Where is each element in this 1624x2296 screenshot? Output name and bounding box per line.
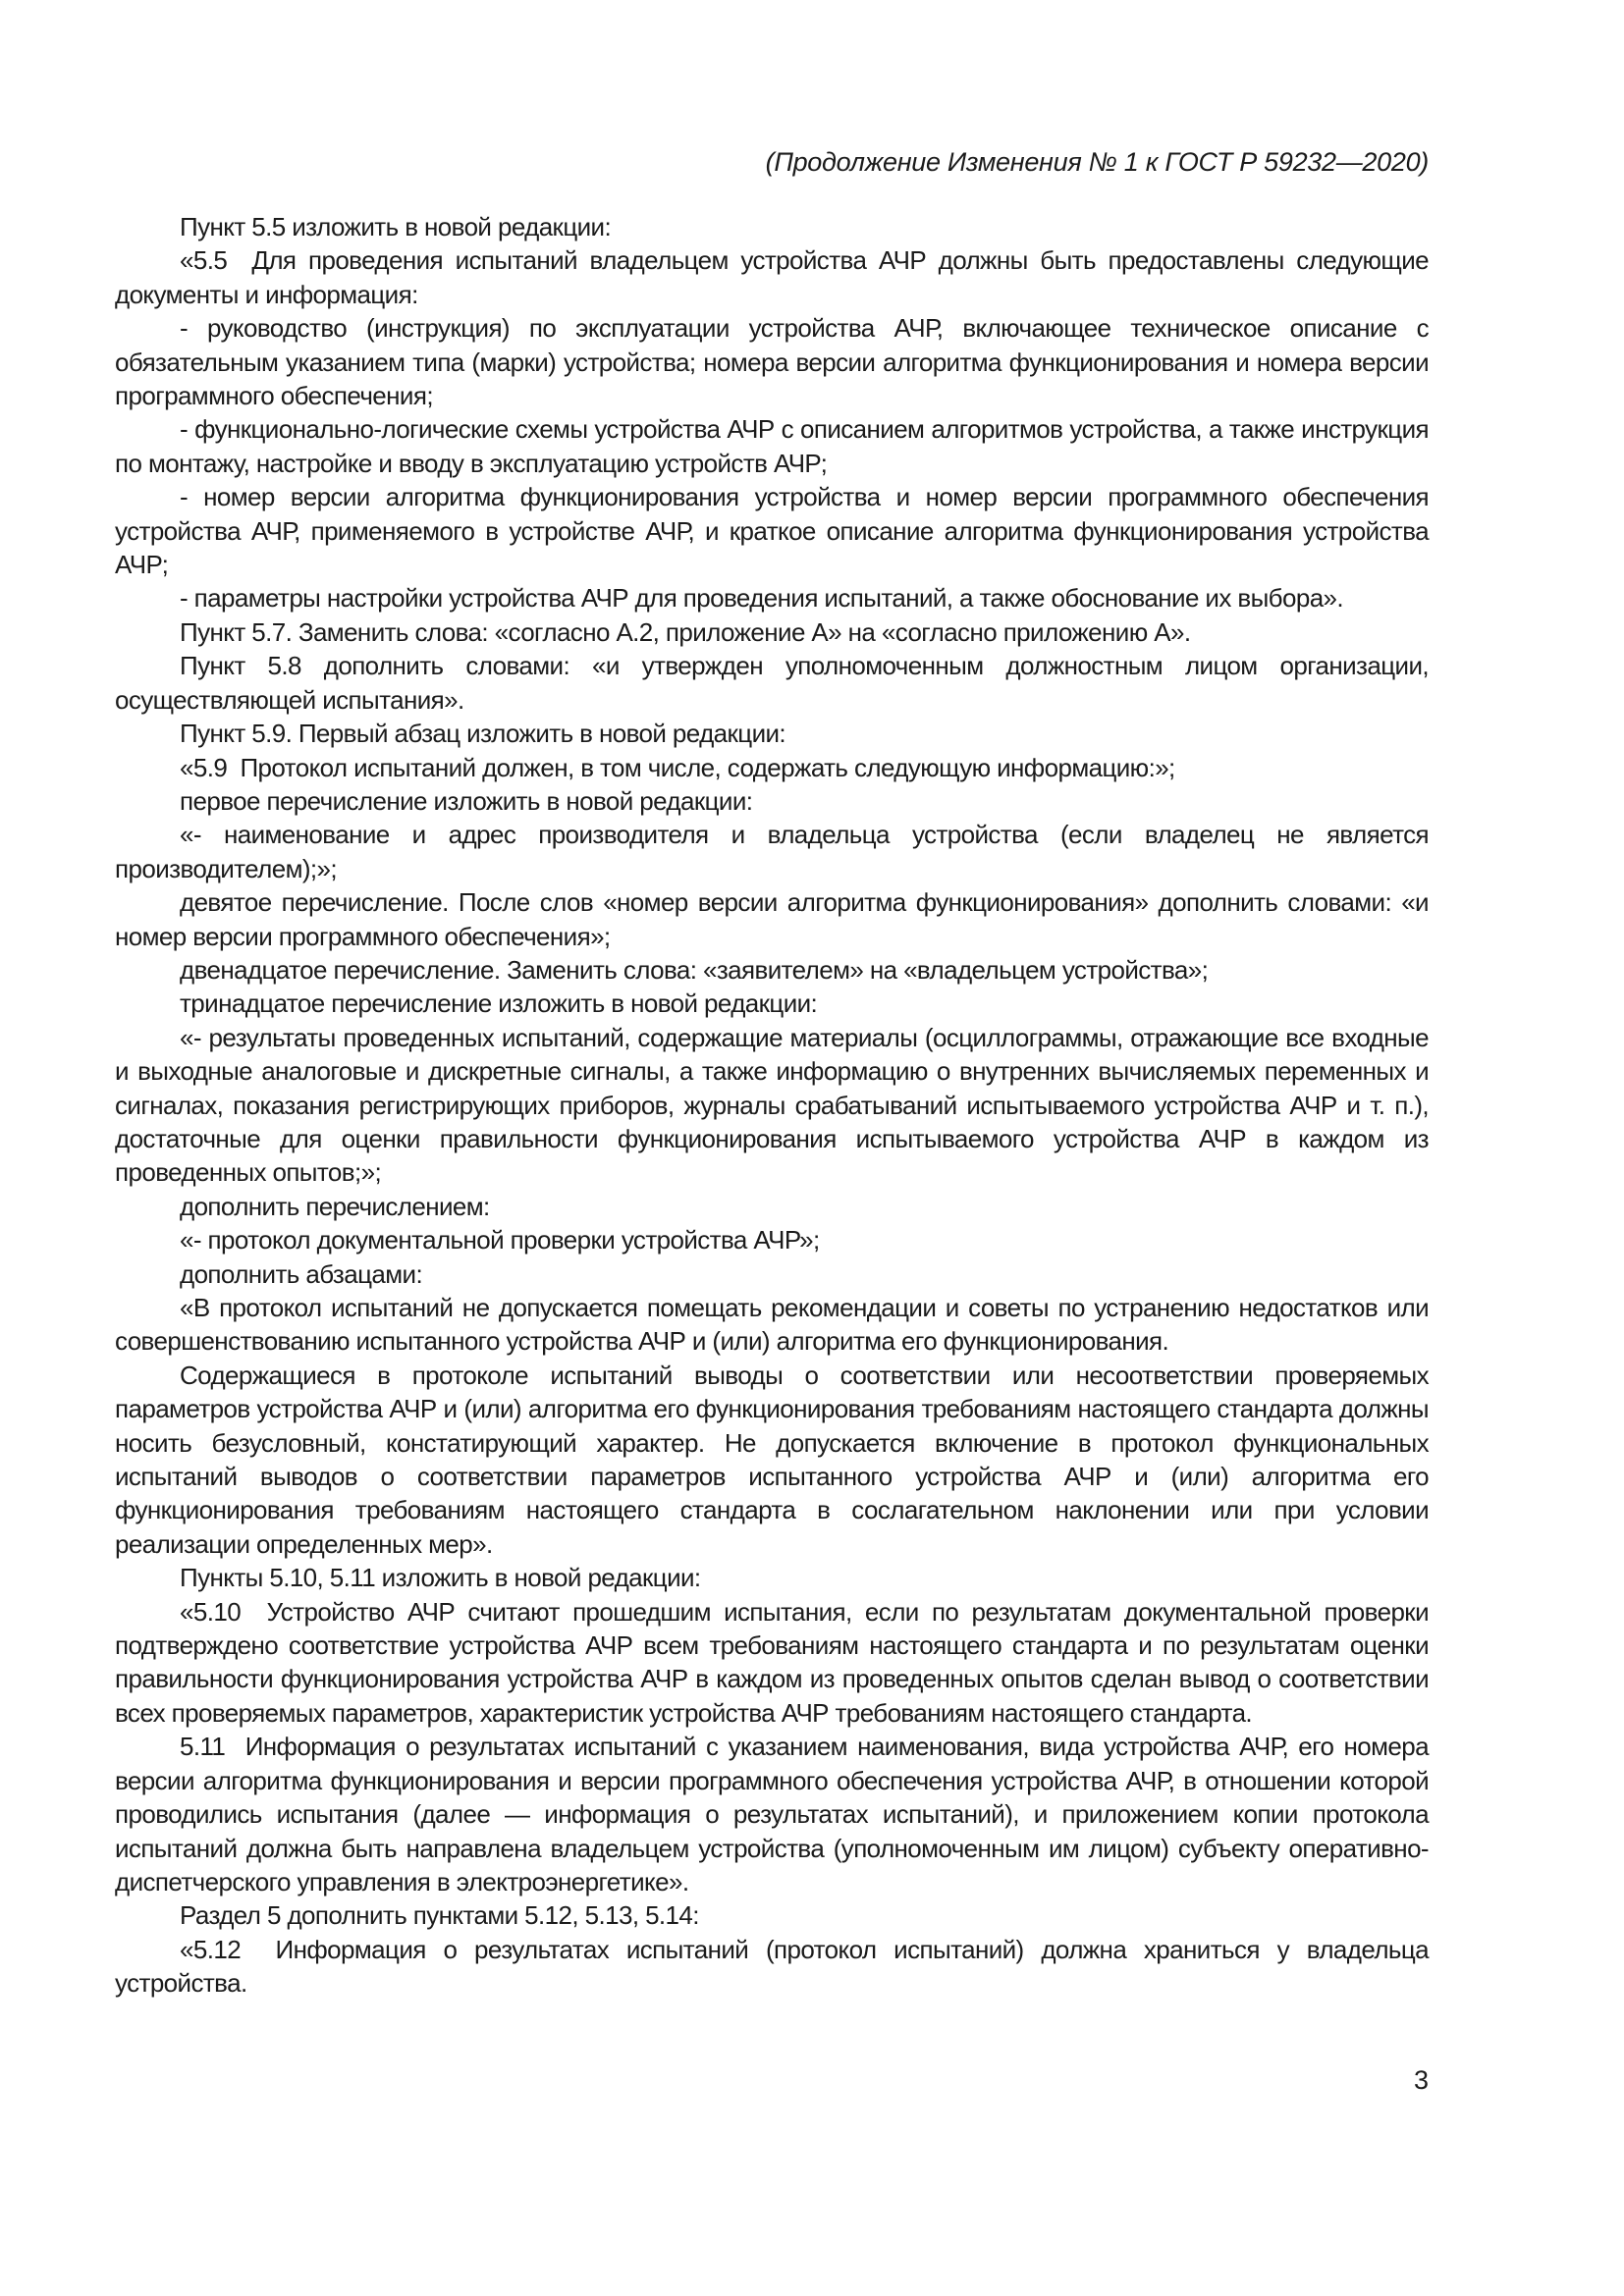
paragraph: «5.10 Устройство АЧР считают прошедшим испытания, если по результатам документальной проверки подтверждено соответствие устройства АЧР всем требованиям настоящего стандарта и по результатам оценки правильности функционирования устройства АЧР в каждом из проведенных опытов сделан вывод о соответствии всех проверяемых параметров, характеристик устройства АЧР требованиям настоящего стандарта. <box>115 1596 1429 1728</box>
paragraph: Пункт 5.9. Первый абзац изложить в новой редакции: <box>180 719 786 749</box>
paragraph: «- наименование и адрес производителя и владельца устройства (если владелец не является производителем);»; <box>115 820 1429 883</box>
paragraph: первое перечисление изложить в новой редакции: <box>180 785 753 816</box>
paragraph: Пункт 5.5 изложить в новой редакции: <box>180 212 612 241</box>
paragraph: - функционально-логические схемы устройства АЧР с описанием алгоритмов устройства, а также инструкция по монтажу, настройке и вводу в эксплуатацию устройств АЧР; <box>115 414 1429 478</box>
paragraph: девятое перечисление. После слов «номер версии алгоритма функционирования» дополнить словами: «и номер версии программного обеспечения»; <box>115 887 1429 951</box>
paragraph: «5.12 Информация о результатах испытаний (протокол испытаний) должна храниться у владельца устройства. <box>115 1934 1429 1999</box>
page-number: 3 <box>1413 2065 1429 2095</box>
paragraph: - параметры настройки устройства АЧР для проведения испытаний, а также обоснование их выбора». <box>180 583 1344 614</box>
paragraph: «5.9 Протокол испытаний должен, в том числе, содержать следующую информацию:»; <box>180 752 1175 782</box>
paragraph: Пункт 5.7. Заменить слова: «согласно А.2, приложение А» на «согласно приложению А». <box>180 616 1191 647</box>
paragraph: тринадцатое перечисление изложить в новой редакции: <box>180 988 818 1019</box>
document-body <box>115 210 1429 2001</box>
paragraph: «- протокол документальной проверки устройства АЧР»; <box>180 1225 820 1255</box>
paragraph: - руководство (инструкция) по эксплуатации устройства АЧР, включающее техническое описание с обязательным указанием типа (марки) устройства; номера версии алгоритма функционирования и номера версии программного обеспечения; <box>115 313 1429 411</box>
paragraph: Пункт 5.8 дополнить словами: «и утвержден уполномоченным должностным лицом организации, осуществляющей испытания». <box>115 651 1429 715</box>
paragraph: двенадцатое перечисление. Заменить слова: «заявителем» на «владельцем устройства»; <box>180 954 1209 985</box>
paragraph: - номер версии алгоритма функционирования устройства и номер версии программного обеспечения устройства АЧР, применяемого в устройстве АЧР, и краткое описание алгоритма функционирования устройства АЧР; <box>115 482 1429 580</box>
paragraph: «5.5 Для проведения испытаний владельцем устройства АЧР должны быть предоставлены следующие документы и информация: <box>115 245 1429 309</box>
paragraph: 5.11 Информация о результатах испытаний с указанием наименования, вида устройства АЧР, его номера версии алгоритма функционирования и версии программного обеспечения устройства АЧР, в отношении которой проводились испытания (далее — информация о результатах испытаний), и приложением копии протокола испытаний должна быть направлена владельцем устройства (уполномоченным им лицом) субъекту оперативно-диспетчерского управления в электроэнергетике». <box>115 1732 1429 1896</box>
paragraph: дополнить абзацами: <box>180 1258 423 1289</box>
paragraph: дополнить перечислением: <box>180 1191 490 1221</box>
paragraph: Раздел 5 дополнить пунктами 5.12, 5.13, 5.14: <box>180 1900 699 1931</box>
running-header: (Продолжение Изменения № 1 к ГОСТ Р 59232—2020) <box>765 147 1429 177</box>
paragraph: Содержащиеся в протоколе испытаний выводы о соответствии или несоответствии проверяемых параметров устройства АЧР и (или) алгоритма его функционирования требованиям настоящего стандарта должны носить безусловный, констатирующий характер. Не допускается включение в протокол функциональных испытаний выводов о соответствии параметров испытанного устройства АЧР и (или) алгоритма его функционирования требованиям настоящего стандарта в сослагательном наклонении или при условии реализации определенных мер». <box>115 1360 1429 1559</box>
paragraph: Пункты 5.10, 5.11 изложить в новой редакции: <box>180 1563 701 1593</box>
paragraph: «- результаты проведенных испытаний, содержащие материалы (осциллограммы, отражающие все входные и выходные аналоговые и дискретные сигналы, а также информацию о внутренних вычисляемых переменных и сигналах, показания регистрирующих приборов, журналы срабатываний испытываемого устройства АЧР и т. п.), достаточные для оценки правильности функционирования испытываемого устройства АЧР в каждом из проведенных опытов;»; <box>115 1022 1429 1188</box>
paragraph: «В протокол испытаний не допускается помещать рекомендации и советы по устранению недостатков или совершенствованию испытанного устройства АЧР и (или) алгоритма его функционирования. <box>115 1293 1429 1357</box>
